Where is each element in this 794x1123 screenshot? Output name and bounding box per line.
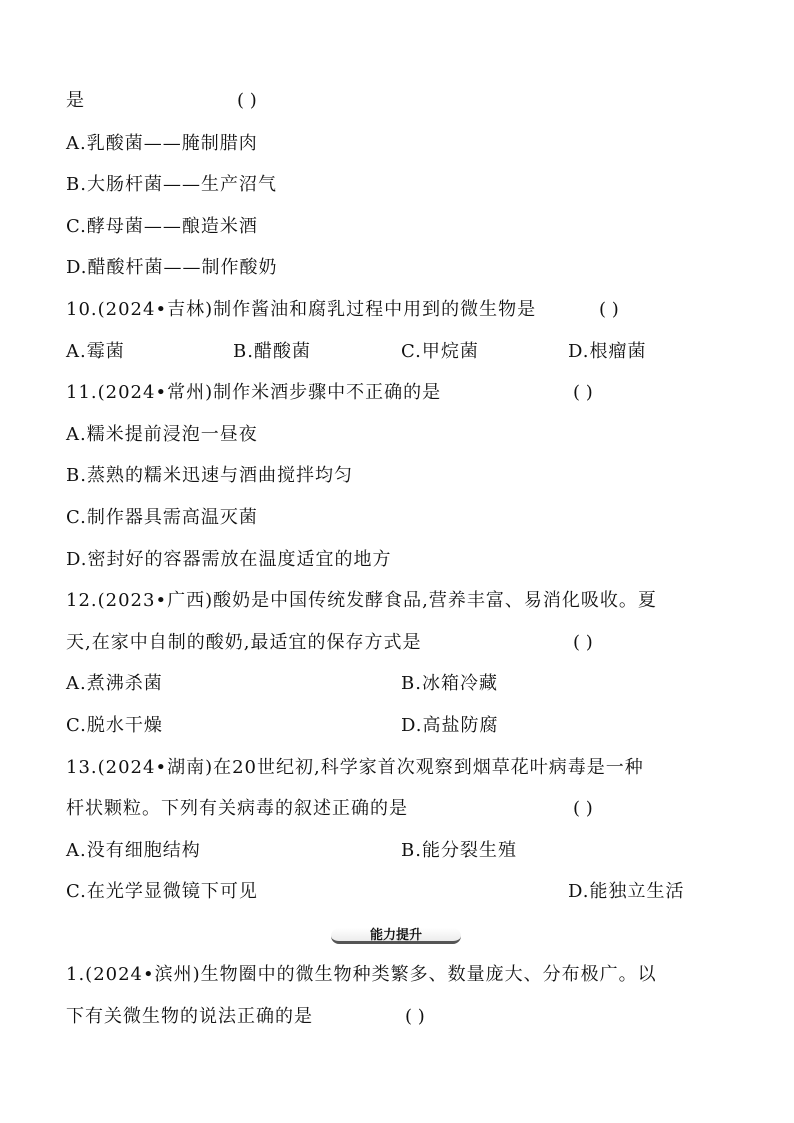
q9-option-d: D.醋酸杆菌——制作酸奶 (66, 257, 278, 278)
q12-option-a: A.煮沸杀菌 (66, 673, 163, 694)
q11-option-a: A.糯米提前浸泡一昼夜 (66, 424, 258, 445)
q11-option-c: C.制作器具需高温灭菌 (66, 507, 258, 528)
q9-option-a: A.乳酸菌——腌制腊肉 (66, 133, 258, 154)
q10-answer-paren: ( ) (599, 299, 619, 320)
q10-option-a: A.霉菌 (66, 341, 125, 362)
q9-answer-paren: ( ) (237, 90, 257, 111)
q12-stem-line2: 天,在家中自制的酸奶,最适宜的保存方式是 (66, 632, 422, 653)
q9-stem-tail: 是 (66, 90, 85, 111)
p1-answer-paren: ( ) (405, 1006, 425, 1027)
q13-stem-line2: 杆状颗粒。下列有关病毒的叙述正确的是 (66, 798, 408, 819)
q10-stem: 10.(2024•吉林)制作酱油和腐乳过程中用到的微生物是 (66, 299, 537, 320)
q12-stem-line1: 12.(2023•广西)酸奶是中国传统发酵食品,营养丰富、易消化吸收。夏 (66, 590, 657, 611)
q13-option-a: A.没有细胞结构 (66, 840, 201, 861)
q13-option-b: B.能分裂生殖 (401, 840, 517, 861)
q11-option-d: D.密封好的容器需放在温度适宜的地方 (66, 549, 392, 570)
p1-stem-line1: 1.(2024•滨州)生物圈中的微生物种类繁多、数量庞大、分布极广。以 (66, 964, 657, 985)
q13-answer-paren: ( ) (573, 798, 593, 819)
q10-option-c: C.甲烷菌 (401, 341, 479, 362)
q13-option-d: D.能独立生活 (568, 881, 685, 902)
q10-option-d: D.根瘤菌 (568, 341, 647, 362)
q11-stem: 11.(2024•常州)制作米酒步骤中不正确的是 (66, 382, 442, 403)
q13-stem-line1: 13.(2024•湖南)在20世纪初,科学家首次观察到烟草花叶病毒是一种 (66, 757, 644, 778)
q9-option-b: B.大肠杆菌——生产沼气 (66, 174, 277, 195)
q12-answer-paren: ( ) (573, 632, 593, 653)
q12-option-d: D.高盐防腐 (401, 715, 499, 736)
p1-stem-line2: 下有关微生物的说法正确的是 (66, 1006, 313, 1027)
q12-option-c: C.脱水干燥 (66, 715, 163, 736)
q13-option-c: C.在光学显微镜下可见 (66, 881, 258, 902)
q12-option-b: B.冰箱冷藏 (401, 673, 498, 694)
q11-option-b: B.蒸熟的糯米迅速与酒曲搅拌均匀 (66, 465, 353, 486)
q11-answer-paren: ( ) (573, 382, 593, 403)
q10-option-b: B.醋酸菌 (233, 341, 311, 362)
section-title-banner: 能力提升 (331, 928, 461, 944)
q9-option-c: C.酵母菌——酿造米酒 (66, 216, 258, 237)
